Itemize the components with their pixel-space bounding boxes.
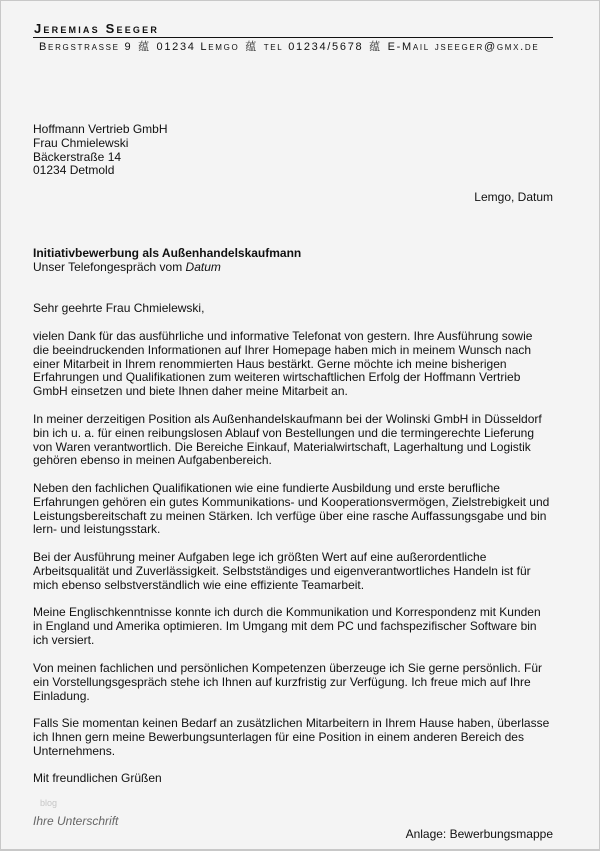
header-divider <box>33 37 553 38</box>
paragraph-line: Falls Sie momentan keinen Bedarf an zusätzlichen Mitarbeitern in Ihrem Hause haben, überlasse <box>33 716 550 730</box>
subject-reference <box>33 261 301 275</box>
paragraph-line: Erfahrungen und Qualifikationen zum weiteren wirtschaftlichen Erfolg der Hoffmann Vertrieb <box>33 370 521 385</box>
recipient-address <box>33 123 168 178</box>
paragraph-line: gehören ebenso in meinen Aufgabenbereich. <box>33 453 272 468</box>
sender-phone: tel 01234/5678 <box>263 41 364 53</box>
signature: Ihre Unterschrift <box>33 814 119 828</box>
recipient-street: Bäckerstraße 14 <box>33 149 122 164</box>
subject-reference-prefix: Unser Telefongespräch vom <box>33 259 186 274</box>
paragraph-line: Einladung. <box>33 688 90 703</box>
paragraph-line: Neben den fachlichen Qualifikationen wie eine fundierte Ausbildung und erste berufliche <box>33 481 500 495</box>
sender-name: Jeremias Seeger <box>34 21 160 36</box>
paragraph <box>33 606 563 647</box>
recipient-city: 01234 Detmold <box>33 163 115 178</box>
paragraph-line: Meine Englischkenntnisse konnte ich durch die Kommunikation und Korrespondenz mit Kunden <box>33 605 541 619</box>
attachment-note: Anlage: Bewerbungsmappe <box>405 827 553 841</box>
paragraph-line: vielen Dank für das ausführliche und informative Telefonat von gestern. Ihre Ausführung sowie <box>33 329 533 343</box>
separator-icon: 蕴 <box>369 41 382 53</box>
subject-title: Initiativbewerbung als Außenhandelskaufmann <box>33 246 302 260</box>
paragraph-line: von Waren verantwortlich. Die Bereiche Einkauf, Materialwirtschaft, Lagerhaltung und Logistik <box>33 439 531 454</box>
recipient-company: Hoffmann Vertrieb GmbH <box>33 122 168 136</box>
paragraph <box>33 717 563 758</box>
paragraph <box>33 482 563 537</box>
paragraph-line: Leistungsbereitschaft zu meinen Stärken. Ich verfüge über eine rasche Auffassungsgabe und bin <box>33 508 547 523</box>
paragraph-line: Bei der Ausführung meiner Aufgaben lege ich größten Wert auf eine außerordentliche <box>33 550 487 564</box>
paragraph-line: GmbH einsetzen und biete Ihnen daher meine Mitarbeit an. <box>33 384 348 399</box>
sender-street: Bergstrasse 9 <box>39 41 133 53</box>
sender-city: 01234 Lemgo <box>156 41 240 53</box>
paragraph-line: bin ich u. a. für einen reibungslosen Ablauf von Bestellungen und die termingerechte Lieferung <box>33 425 535 440</box>
paragraph-line: ich versiert. <box>33 632 95 647</box>
subject-block <box>33 247 301 275</box>
subject-reference-date: Datum <box>185 259 221 274</box>
closing: Mit freundlichen Grüßen <box>33 771 162 785</box>
watermark: blog <box>40 798 58 808</box>
paragraph <box>33 551 563 592</box>
paragraph-line: In meiner derzeitigen Position als Außenhandelskaufmann bei der Wolinski GmbH in Düsseldorf <box>33 412 542 426</box>
separator-icon: 蕴 <box>138 41 151 53</box>
paragraph-line: Erfahrungen gehören ein gutes Kommunikations- und Kooperationsvermögen, Zielstrebigkeit und <box>33 494 550 509</box>
sender-email: E-Mail jseeger@gmx.de <box>387 41 540 53</box>
paragraph-line: in England und Amerika optimieren. Im Umgang mit dem PC und fachspezifischer Software bin <box>33 618 537 633</box>
paragraph-line: Von meinen fachlichen und persönlichen Kompetenzen überzeuge ich Sie gerne persönlich. Für <box>33 661 542 675</box>
paragraph <box>33 330 563 399</box>
paragraph-line: ich Ihnen gern meine Bewerbungsunterlagen für eine Position in einem anderen Bereich des <box>33 729 524 744</box>
paragraph-line: mich ebenso selbstverständlich wie eine effiziente Teamarbeit. <box>33 577 365 592</box>
paragraph <box>33 662 563 703</box>
separator-icon: 蕴 <box>245 41 258 53</box>
paragraph-line: Arbeitsqualität und Zuverlässigkeit. Selbstständiges und eigenverantwortliches Handeln ist für <box>33 563 531 578</box>
paragraph-line: einer Mitarbeit in Ihrem renommierten Haus bestärkt. Gerne möchte ich meine bisherigen <box>33 356 507 371</box>
recipient-person: Frau Chmielewski <box>33 135 129 150</box>
sender-contact-line <box>39 40 539 54</box>
salutation: Sehr geehrte Frau Chmielewski, <box>33 301 205 315</box>
place-date: Lemgo, Datum <box>474 190 553 204</box>
paragraph <box>33 413 563 468</box>
paragraph-line: die beeindruckenden Informationen auf Ihrer Homepage haben mich in meinem Wunsch nach <box>33 342 532 357</box>
paragraph-line: lern- und leistungsstark. <box>33 522 161 537</box>
paragraph-line: Unternehmens. <box>33 743 116 758</box>
paragraph-line: ein Vorstellungsgespräch stehe ich Ihnen auf kurzfristig zur Verfügung. Ich freue mich auf Ihre <box>33 674 531 689</box>
